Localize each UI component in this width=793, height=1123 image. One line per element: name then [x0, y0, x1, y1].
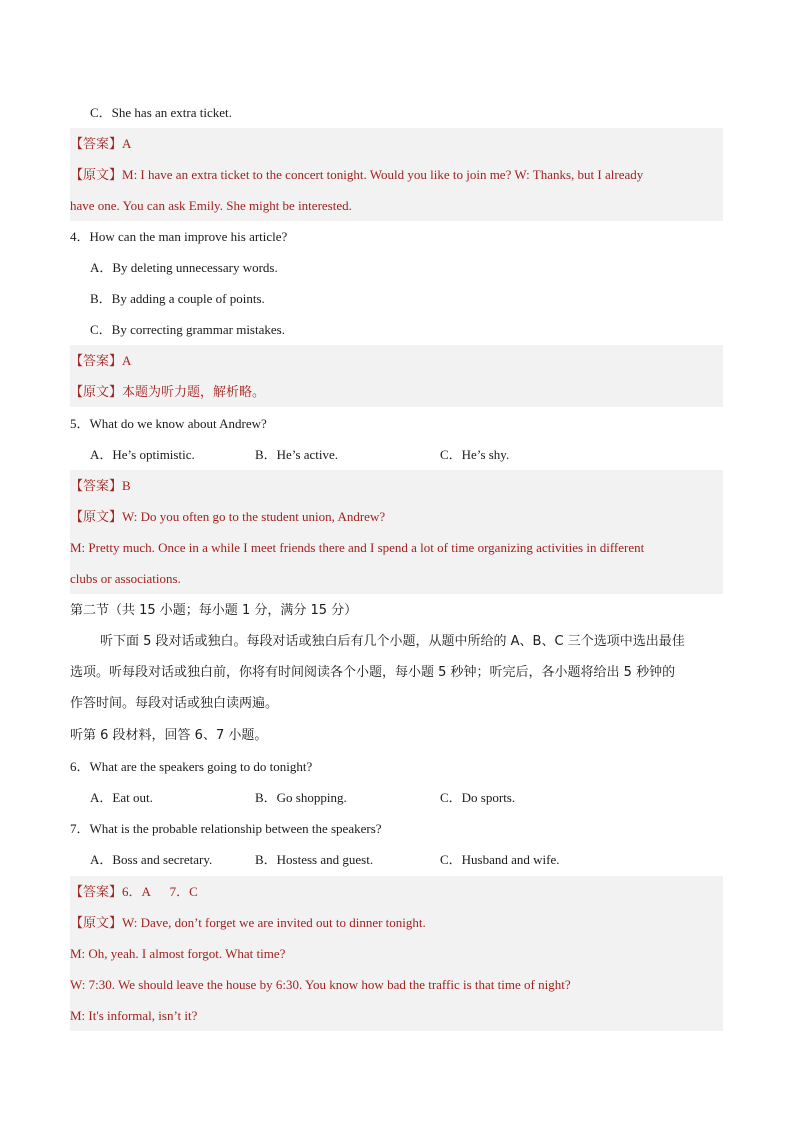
transcript-q4: 【原文】本题为听力题，解析略。	[70, 376, 723, 407]
answer-q3: 【答案】A	[70, 128, 723, 159]
q4-option-c: C．By correcting grammar mistakes.	[90, 322, 285, 337]
material-note: 听第 6 段材料，回答 6、7 小题。	[70, 728, 268, 743]
section-instructions-2: 选项。听每段对话或独白前，你将有时间阅读各个小题，每小题 5 秒钟；听完后，各小题将给出 5 秒钟的	[70, 665, 676, 680]
transcript-q6-q7-cont3: M: It's informal, isn’t it?	[70, 1000, 723, 1031]
section-instructions-1: 听下面 5 段对话或独白。每段对话或独白后有几个小题，从题中所给的 A、B、C 三个选项中选出最佳	[100, 634, 685, 649]
transcript-q5-cont1: M: Pretty much. Once in a while I meet friends there and I spend a lot of time organizing activities in different	[70, 532, 723, 563]
q4-option-a: A．By deleting unnecessary words.	[90, 260, 278, 275]
q7-option-c: C．Husband and wife.	[440, 852, 560, 867]
q5-option-c: C．He’s shy.	[440, 447, 510, 462]
section-heading: 第二节（共 15 小题；每小题 1 分，满分 15 分）	[70, 603, 358, 618]
q5-option-b: B．He’s active.	[255, 447, 339, 462]
q6-option-c: C．Do sports.	[440, 790, 516, 805]
transcript-q3: 【原文】M: I have an extra ticket to the concert tonight. Would you like to join me? W: Thanks, but I already	[70, 159, 723, 190]
q5-options	[70, 439, 723, 470]
q7-options	[70, 844, 723, 875]
transcript-q6-q7-cont2: W: 7:30. We should leave the house by 6:30. You know how bad the traffic is that time of night?	[70, 969, 723, 1000]
section-instructions-3: 作答时间。每段对话或独白读两遍。	[70, 696, 279, 711]
q5-stem: 5．What do we know about Andrew?	[70, 416, 267, 431]
q6-option-b: B．Go shopping.	[255, 790, 347, 805]
q7-option-b: B．Hostess and guest.	[255, 852, 374, 867]
answer-q5: 【答案】B	[70, 470, 723, 501]
q6-option-a: A．Eat out.	[90, 790, 153, 805]
transcript-q5: 【原文】W: Do you often go to the student union, Andrew?	[70, 501, 723, 532]
q4-stem: 4．How can the man improve his article?	[70, 229, 288, 244]
transcript-q5-cont2: clubs or associations.	[70, 563, 723, 594]
q4-option-b: B．By adding a couple of points.	[90, 291, 265, 306]
q3-option-c: C．She has an extra ticket.	[90, 105, 232, 120]
q6-options	[70, 782, 723, 813]
q5-option-a: A．He’s optimistic.	[90, 447, 195, 462]
q7-option-a: A．Boss and secretary.	[90, 852, 213, 867]
answer-q6-q7: 【答案】6．A 7．C	[70, 876, 723, 907]
transcript-q6-q7-cont1: M: Oh, yeah. I almost forgot. What time?	[70, 938, 723, 969]
transcript-q6-q7: 【原文】W: Dave, don’t forget we are invited out to dinner tonight.	[70, 907, 723, 938]
answer-q4: 【答案】A	[70, 345, 723, 376]
q7-stem: 7．What is the probable relationship between the speakers?	[70, 821, 382, 836]
transcript-q3-cont: have one. You can ask Emily. She might be interested.	[70, 190, 723, 221]
q6-stem: 6．What are the speakers going to do tonight?	[70, 759, 313, 774]
